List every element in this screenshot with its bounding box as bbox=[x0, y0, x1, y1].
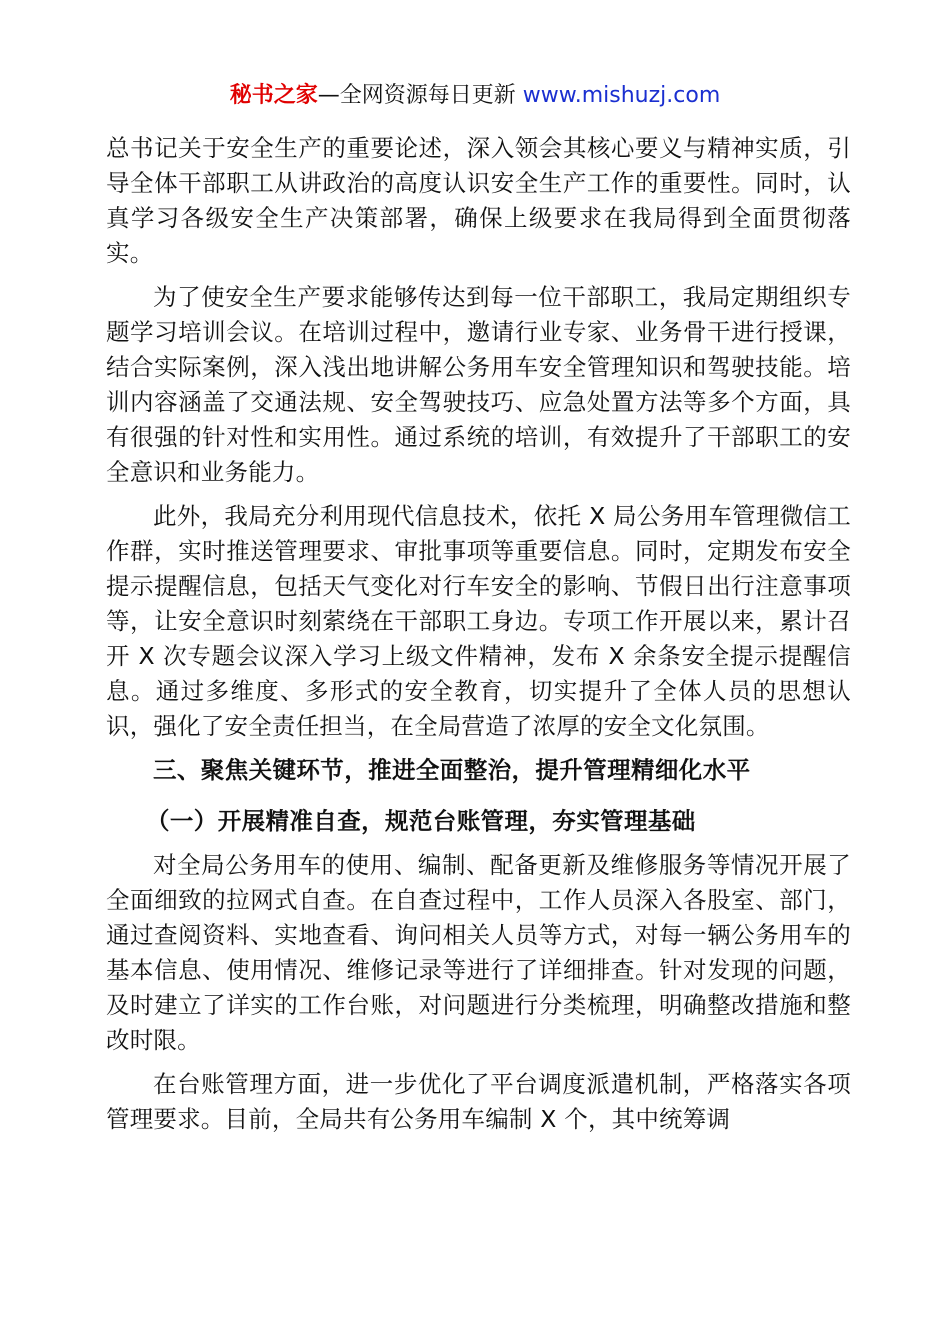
site-url[interactable]: www.mishuzj.com bbox=[522, 83, 721, 108]
document-body bbox=[106, 131, 851, 1137]
paragraph-self-inspection: 对全局公务用车的使用、编制、配备更新及维修服务等情况开展了全面细致的拉网式自查。在自查过程中，工作人员深入各股室、部门，通过查阅资料、实地查看、询问相关人员等方式，对每一辆公务用车的基本信息、使用情况、维修记录等进行了详细排查。针对发现的问题，及时建立了详实的工作台账，对问题进行分类梳理，明确整改措施和整改时限。 bbox=[106, 851, 851, 1054]
site-tagline: —全网资源每日更新 bbox=[317, 83, 523, 108]
subsection-heading: （一）开展精准自查，规范台账管理，夯实管理基础 bbox=[146, 807, 696, 835]
paragraph-continued: 总书记关于安全生产的重要论述，深入领会其核心要义与精神实质，引导全体干部职工从讲政治的高度认识安全生产工作的重要性。同时，认真学习各级安全生产决策部署，确保上级要求在我局得到全面贯彻落实。 bbox=[106, 134, 851, 267]
paragraph-training: 为了使安全生产要求能够传达到每一位干部职工，我局定期组织专题学习培训会议。在培训过程中，邀请行业专家、业务骨干进行授课，结合实际案例，深入浅出地讲解公务用车安全管理知识和驾驶技能。培训内容涵盖了交通法规、安全驾驶技巧、应急处置方法等多个方面，具有很强的针对性和实用性。通过系统的培训，有效提升了干部职工的安全意识和业务能力。 bbox=[106, 283, 851, 486]
section-heading: 三、聚焦关键环节，推进全面整治，提升管理精细化水平 bbox=[153, 756, 751, 784]
paragraph-information: 此外，我局充分利用现代信息技术，依托 X 局公务用车管理微信工作群，实时推送管理要求、审批事项等重要信息。同时，定期发布安全提示提醒信息，包括天气变化对行车安全的影响、节假日出行注意事项等，让安全意识时刻萦绕在干部职工身边。专项工作开展以来，累计召开 X 次专题会议深入学习上级文件精神，发布 X 余条安全提示提醒信息。通过多维度、多形式的安全教育，切实提升了全体人员的思想认识，强化了安全责任担当，在全局营造了浓厚的安全文化氛围。 bbox=[106, 502, 851, 740]
page-header bbox=[0, 80, 950, 112]
paragraph-ledger: 在台账管理方面，进一步优化了平台调度派遣机制，严格落实各项管理要求。目前，全局共有公务用车编制 X 个，其中统筹调 bbox=[106, 1070, 851, 1133]
site-brand: 秘书之家 bbox=[229, 83, 318, 108]
